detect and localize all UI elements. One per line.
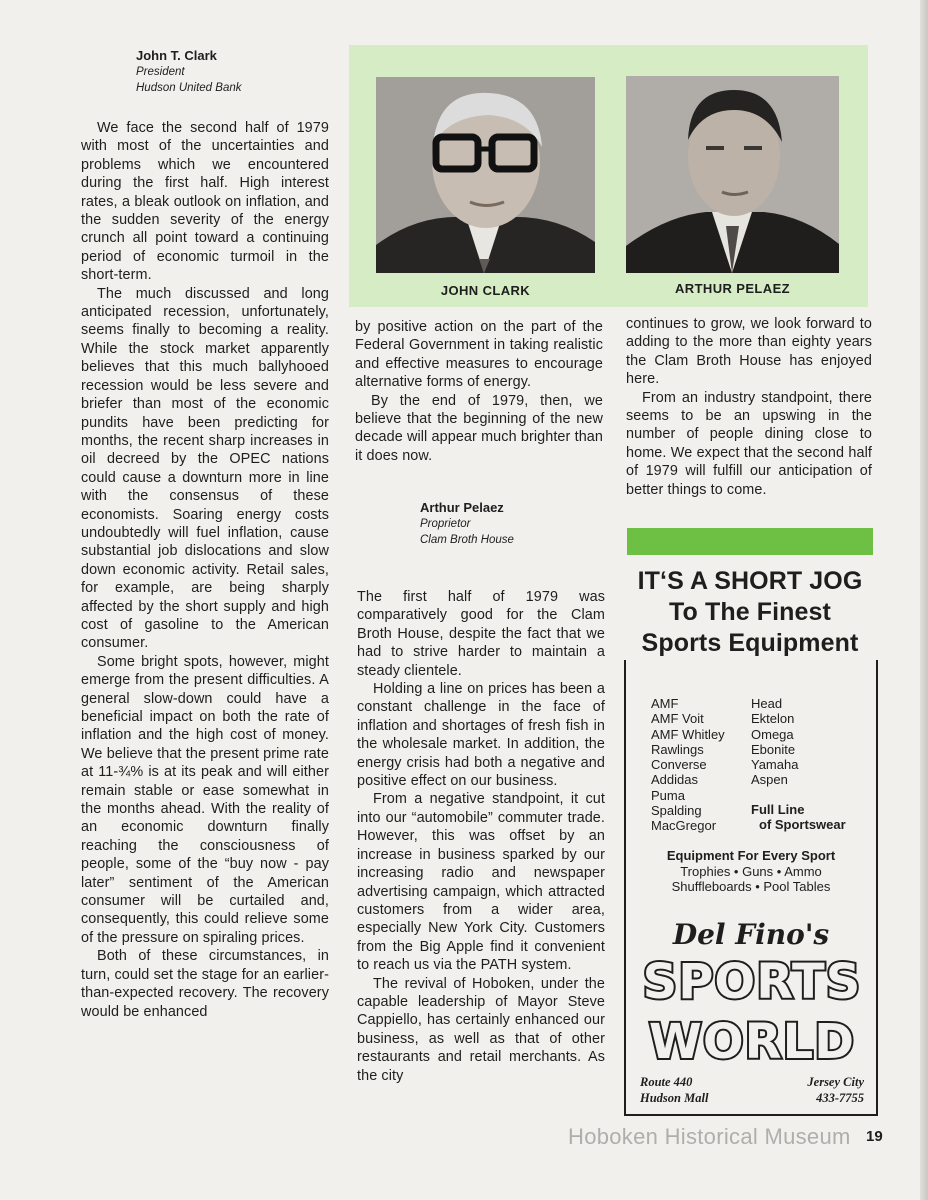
store-script-name: Del Fino's xyxy=(672,918,830,951)
byline-company: Clam Broth House xyxy=(420,534,514,546)
brand-item: Addidas xyxy=(651,772,698,788)
brand-item: Spalding xyxy=(651,803,702,819)
ad-box xyxy=(624,660,878,1116)
caption-john-clark: JOHN CLARK xyxy=(440,283,531,298)
paragraph: From an industry standpoint, there seems to be an upswing in the number of people dining close to home. We expect that the second half of 1979 will fulfill our anticipation of better things to come. xyxy=(626,389,872,498)
byline-title: Proprietor xyxy=(420,518,471,530)
caption-arthur-pelaez: ARTHUR PELAEZ xyxy=(675,281,790,296)
paragraph: The revival of Hoboken, under the capable leadership of Mayor Steve Cappiello, has certainly enhanced our business, as well as that of other restaurants and retail merchants. As the city xyxy=(357,975,605,1084)
ad-headline-line-3: Sports Equipment xyxy=(641,629,859,657)
paragraph: We face the second half of 1979 with most of the uncertainties and problems which we encountered during the first half. High interest rates, a bleak outlook on inflation, and the sudden severity of the energy crunch all point toward a continuing period of economic turmoil in the short-term. xyxy=(81,120,329,284)
paragraph: continues to grow, we look forward to adding to the more than eighty years the Clam Broth House has enjoyed here. xyxy=(626,316,872,388)
brand-item: Ektelon xyxy=(751,711,795,727)
brand-item: Omega xyxy=(751,726,794,742)
full-line-sportswear xyxy=(751,802,846,833)
brand-list-left xyxy=(651,696,725,834)
museum-watermark: Hoboken Historical Museum xyxy=(568,1124,851,1149)
brand-item: AMF xyxy=(651,696,679,711)
logo-word-sports: SPORTS xyxy=(642,954,862,1010)
phone-line: 433-7755 xyxy=(816,1091,864,1105)
logo-word-world: WORLD xyxy=(648,1014,856,1066)
brand-list-right xyxy=(751,696,798,788)
ad-headline xyxy=(622,566,878,659)
paragraph: The first half of 1979 was comparatively good for the Clam Broth House, despite the fact that we had to strive harder to maintain a steady clientele. xyxy=(357,589,605,679)
paragraph: Both of these circumstances, in turn, could set the stage for an earlier-than-expected recovery. The recovery would be enhanced xyxy=(81,948,329,1020)
photo-panel xyxy=(349,45,868,307)
brand-item: Rawlings xyxy=(651,741,704,757)
equipment-heading: Equipment For Every Sport xyxy=(666,848,836,863)
full-line-text: Full Line xyxy=(751,802,805,817)
byline-name: Arthur Pelaez xyxy=(420,500,504,515)
byline-pelaez xyxy=(420,500,514,548)
address-line: Route 440 xyxy=(640,1075,693,1089)
paragraph: The much discussed and long anticipated recession, unfortunately, seems finally to becoming a reality. While the stock market apparently believes that this much ballyhooed recession would be less severe and briefer than most of the economic pundits have been predicting for months, the recent sharp increases in oil decreed by the OPEC nations could cause a downturn more in line with the consensus of these economists. Soaring energy costs undoubtedly will fuel inflation, cause substantial job dislocations and slow down economic activity. Retail sales, for example, are being sharply affected by the short supply and high cost of gasoline to the American consumer. xyxy=(81,285,329,652)
article-column-1 xyxy=(81,119,329,1021)
brand-item: Yamaha xyxy=(751,757,799,773)
paragraph: By the end of 1979, then, we believe that the beginning of the new decade will appear much brighter than it does now. xyxy=(355,392,603,464)
byline-name: John T. Clark xyxy=(136,48,217,63)
photo-arthur-pelaez xyxy=(626,76,839,273)
ad-headline-line-2: To The Finest xyxy=(669,598,831,626)
brand-item: MacGregor xyxy=(651,818,717,834)
brand-item: AMF Voit xyxy=(651,711,704,727)
brand-item: AMF Whitley xyxy=(651,726,725,742)
store-contact xyxy=(807,1074,864,1106)
equipment-line: Shuffleboards • Pool Tables xyxy=(671,879,831,894)
article-column-3 xyxy=(626,315,872,499)
photo-john-clark xyxy=(376,77,595,273)
paragraph: Some bright spots, however, might emerge from the present difficulties. A general slow-down could have a beneficial impact on both the rate of inflation and the high cost of money. We believe that the present prime rate at 11-¾% is at its peak and will either remain stable or ease somewhat in the months ahead. With the reality of an economic downturn finally reaching the consciousness of people, some of the “buy now - pay later” sentiment of the American consumer will be curtailed and, consequently, this could relieve some of the pressure on spiraling prices. xyxy=(81,653,329,946)
equipment-line: Trophies • Guns • Ammo xyxy=(680,864,822,879)
paragraph: Holding a line on prices has been a constant challenge in the face of inflation and shortages of fresh fish in the wholesale market. In addition, the energy crisis had both a negative and positive effect on our business. xyxy=(357,681,605,790)
byline-clark xyxy=(136,48,241,96)
byline-title: President xyxy=(136,66,185,78)
city-line: Jersey City xyxy=(807,1075,864,1089)
article-column-2-top xyxy=(355,318,603,465)
ad-green-bar xyxy=(627,528,873,555)
brand-item: Head xyxy=(751,696,783,711)
paragraph: From a negative standpoint, it cut into our “automobile” commuter trade. However, this was offset by an increase in business sparked by our increasing radio and newspaper advertising campaign, which attracted customers from a wider area, especially New York City. Customers from the Big Apple find it convenient to reach us via the PATH system. xyxy=(357,791,605,974)
brand-item: Converse xyxy=(651,757,707,773)
full-line-text: of Sportswear xyxy=(759,817,846,833)
brand-item: Puma xyxy=(651,787,685,803)
store-address xyxy=(640,1074,708,1106)
ad-headline-line-1: IT‘S A SHORT JOG xyxy=(637,567,863,595)
page-number: 19 xyxy=(866,1128,883,1145)
paragraph: by positive action on the part of the Federal Government in taking realistic and effective measures to encourage alternative forms of energy. xyxy=(355,319,603,391)
page-edge xyxy=(920,0,928,1200)
brand-item: Ebonite xyxy=(751,741,796,757)
byline-company: Hudson United Bank xyxy=(136,82,242,94)
brand-item: Aspen xyxy=(751,772,788,788)
article-column-2-bottom xyxy=(357,588,605,1085)
sports-world-logo xyxy=(642,950,862,1066)
address-line: Hudson Mall xyxy=(640,1091,709,1105)
